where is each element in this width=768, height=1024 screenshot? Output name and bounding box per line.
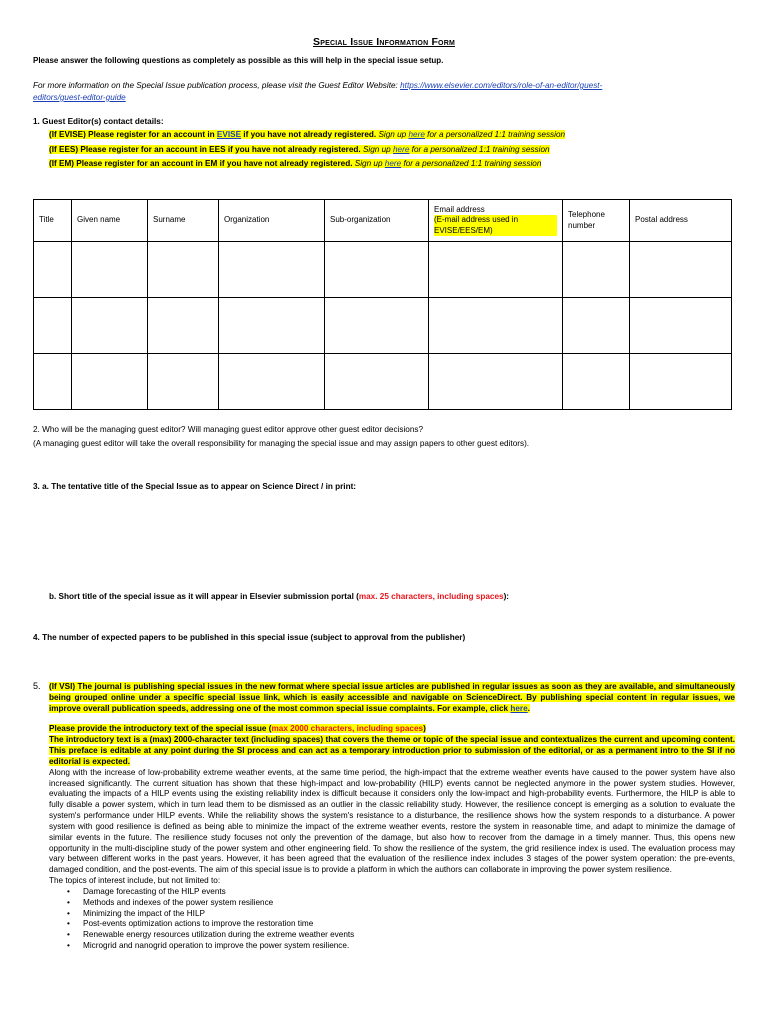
vsi-paragraph — [49, 682, 735, 714]
table-cell[interactable] — [72, 298, 148, 354]
header-email — [429, 200, 563, 242]
signup-text: Sign up — [378, 130, 409, 139]
signup-tail: for a personalized 1:1 training session — [401, 159, 542, 168]
guest-editor-link-cont[interactable]: editors/guest-editor-guide — [33, 92, 126, 102]
header-telephone: Telephone number — [563, 200, 630, 242]
form-title: Special Issue Information Form — [313, 36, 455, 48]
provide-text: Please provide the introductory text of the special issue ( — [49, 724, 272, 734]
question-1-label: 1. Guest Editor(s) contact details: — [33, 117, 164, 126]
register-evise — [49, 130, 565, 141]
table-row — [34, 354, 732, 410]
question-3a: 3. a. The tentative title of the Special Issue as to appear on Science Direct / in print: — [33, 482, 357, 491]
table-cell[interactable] — [630, 242, 732, 298]
intro-explanation-text: The introductory text is a (max) 2000-character text (including spaces) that covers the theme or topic of the special issue and contextualizes the current and upcoming content. This preface is editable at any point during the SI process and can act as a temporary introduction prior to submission of the editorial, or as a permanent intro to the SI if no editorial is expected. — [49, 735, 735, 766]
header-postal-address: Postal address — [630, 200, 732, 242]
intro-explanation — [49, 735, 735, 767]
table-cell[interactable] — [429, 242, 563, 298]
table-cell[interactable] — [34, 242, 72, 298]
more-info-label: For more information on the Special Issue publication process, please visit the Guest Editor Website: — [33, 81, 401, 90]
table-cell[interactable] — [429, 354, 563, 410]
table-cell[interactable] — [219, 354, 325, 410]
table-cell[interactable] — [563, 242, 630, 298]
register-em — [49, 159, 541, 170]
question-5 — [33, 682, 735, 952]
question-2: 2. Who will be the managing guest editor? Will managing guest editor approve other guest editor decisions? — [33, 425, 424, 434]
table-cell[interactable] — [219, 298, 325, 354]
vsi-text: (If VSI) The journal is publishing special issues in the new format where special issue articles are published in regular issues as soon as they are available, and simultaneously being grouped online under a specific special issue link, which is easily accessible and navigable on ScienceDirect. By publishing special content in regular issues, we improve overall publication speeds, addressing one of the most common special issue complaints. For example, click — [49, 682, 735, 713]
list-item: • Methods and indexes of the power system resilience — [83, 898, 735, 909]
register-ees — [49, 145, 550, 156]
here-link[interactable]: here — [384, 159, 402, 168]
header-given-name: Given name — [72, 200, 148, 242]
header-title: Title — [34, 200, 72, 242]
table-cell[interactable] — [563, 354, 630, 410]
signup-text: Sign up — [354, 159, 385, 168]
signup-text: Sign up — [362, 145, 393, 154]
register-text: (If EM) Please register for an account in EM if you have not already registered. — [49, 159, 355, 168]
table-row — [34, 298, 732, 354]
list-item: • Post-events optimization actions to improve the restoration time — [83, 919, 735, 930]
intro-body-text[interactable]: Along with the increase of low-probability extreme weather events, at the same time period, the high-impact that the extreme weather events have caused to the power system have also increased significantly. The current situation has shown that these high-impact and low-probability (HILP) events cannot be neglected anymore in the power system studies. However, evaluating the impacts of a HILP events using the existing reliability index is difficult because it considers only the low-impact and high-probability events. Furthermore, the HILP is able to fully disable a power system, which in turn lead them to be dismissed as an outlier in the classic reliability study. However, the resilience concept is emerging as a solution to evaluate the system's performance under HILP events. While the reliability shows the system's resistance to a disturbance, the resilience shows how the system responds to a disturbance. A power system with good resilience is defined as being able to minimize the impact of the extreme weather events, restore the system in reasonable time, and adapt to minimize the damage of similar events in the future. The resilience study focuses not only the prevention of the damage, but also how to recover from the damage in a timely manner. Thus, this opens new opportunity in the multi-discipline study of the power system and other engineering field. To show the resilience of the system, the grid resilience index is used. The evaluation process may vary between different works in the past years. However, it has been agreed that the evaluation of the resilience index includes 3 stages of the power system operation: the pre-events, damaged condition, and the post-events. The aim of this special issue is to provide a platform in which the authors can collaborate in improving the power system resilience. — [49, 767, 735, 875]
register-text: (If EES) Please register for an account in EES if you have not already registered. — [49, 145, 363, 154]
table-cell[interactable] — [72, 354, 148, 410]
intro-text: Please answer the following questions as completely as possible as this will help in the special issue setup. — [33, 56, 444, 65]
topics-list — [49, 887, 735, 952]
guest-editor-table — [33, 199, 732, 410]
guest-editor-link[interactable]: https://www.elsevier.com/editors/role-of-an-editor/guest- — [400, 81, 603, 90]
table-cell[interactable] — [429, 298, 563, 354]
provide-end: ) — [423, 724, 426, 734]
table-cell[interactable] — [630, 298, 732, 354]
table-cell[interactable] — [34, 298, 72, 354]
list-item: • Damage forecasting of the HILP events — [83, 887, 735, 898]
table-cell[interactable] — [325, 298, 429, 354]
here-link[interactable]: here — [393, 145, 410, 154]
question-3b — [49, 592, 509, 603]
table-row — [34, 242, 732, 298]
table-cell[interactable] — [34, 354, 72, 410]
provide-intro-text — [49, 724, 735, 735]
table-header-row — [34, 200, 732, 242]
table-cell[interactable] — [325, 242, 429, 298]
signup-tail: for a personalized 1:1 training session — [424, 130, 566, 139]
table-cell[interactable] — [219, 242, 325, 298]
table-cell[interactable] — [148, 298, 219, 354]
register-text: (If EVISE) Please register for an account in — [49, 130, 217, 139]
header-organization: Organization — [219, 200, 325, 242]
list-item: • Renewable energy resources utilization during the extreme weather events — [83, 930, 735, 941]
topics-intro: The topics of interest include, but not limited to: — [49, 876, 221, 886]
header-email-label: Email address — [434, 204, 485, 214]
question-3b-limit: max. 25 characters, including spaces — [358, 592, 504, 601]
evise-link[interactable]: EVISE — [216, 130, 242, 139]
table-cell[interactable] — [630, 354, 732, 410]
question-5-number: 5. — [33, 681, 41, 691]
more-info-text — [33, 80, 733, 104]
table-cell[interactable] — [148, 242, 219, 298]
table-cell[interactable] — [563, 298, 630, 354]
list-item: • Minimizing the impact of the HILP — [83, 909, 735, 920]
signup-tail: for a personalized 1:1 training session — [409, 145, 550, 154]
header-surname: Surname — [148, 200, 219, 242]
table-cell[interactable] — [72, 242, 148, 298]
header-sub-organization: Sub-organization — [325, 200, 429, 242]
question-4: 4. The number of expected papers to be published in this special issue (subject to approval from the publisher) — [33, 633, 466, 642]
register-text: if you have not already registered. — [241, 130, 379, 139]
vsi-end: . — [527, 703, 530, 713]
here-link[interactable]: here — [408, 130, 425, 139]
question-3b-text: b. Short title of the special issue as it will appear in Elsevier submission portal ( — [49, 592, 359, 601]
table-cell[interactable] — [148, 354, 219, 410]
vsi-here-link[interactable]: here — [510, 703, 528, 713]
question-2-note: (A managing guest editor will take the overall responsibility for managing the special issue and may assign papers to other guest editors). — [33, 439, 530, 448]
provide-limit: max 2000 characters, including spaces — [271, 724, 424, 734]
list-item: • Microgrid and nanogrid operation to improve the power system resilience. — [83, 941, 735, 952]
header-email-note: (E-mail address used in EVISE/EES/EM) — [434, 215, 557, 236]
question-3b-end: ): — [503, 592, 510, 601]
table-cell[interactable] — [325, 354, 429, 410]
